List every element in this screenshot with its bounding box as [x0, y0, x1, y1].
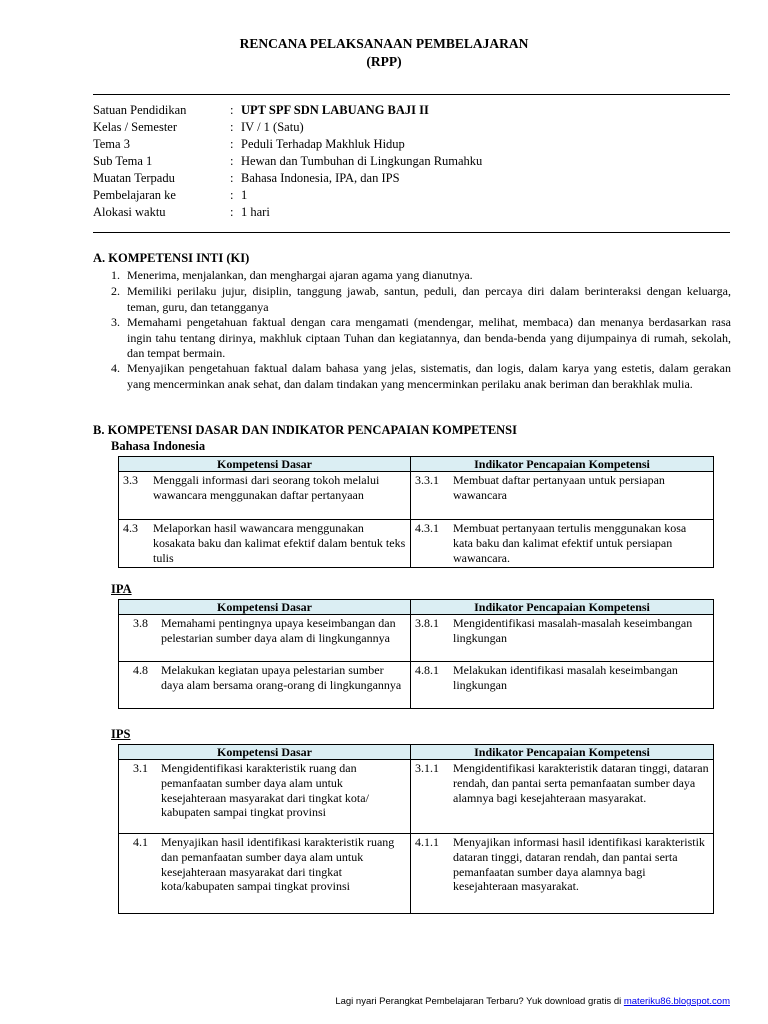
ipk-text: Menyajikan informasi hasil identifikasi karakteristik dataran tinggi, dataran rendah, dan pantai serta pemanfaatan sumber daya alamnya bagi kesejahteraan masyarakat.: [453, 835, 705, 894]
ki-text: Menerima, menjalankan, dan menghargai ajaran agama yang dianutnya.: [127, 268, 473, 282]
kd-table-bahasa-indonesia: [118, 456, 714, 568]
identity-colon: :: [230, 205, 234, 219]
identity-row: [93, 119, 733, 135]
ipk-text: Mengidentifikasi karakteristik dataran tinggi, dataran rendah, dan pantai serta pemanfaatan sumber daya alamnya bagi kesejahteraan masyarakat.: [453, 761, 709, 805]
column-header-kd: Kompetensi Dasar: [119, 600, 411, 615]
kd-number: 4.8: [133, 663, 148, 677]
identity-value: Peduli Terhadap Makhluk Hidup: [241, 137, 405, 151]
ipk-number: 4.3.1: [415, 521, 439, 535]
kd-number: 3.1: [133, 761, 148, 775]
ki-text: Menyajikan pengetahuan faktual dalam bahasa yang jelas, sistematis, dan logis, dalam karya yang estetis, dalam gerakan yang mencerminkan anak sehat, dan dalam tindakan yang mencerminkan perilaku anak beriman dan berakhlak mulia.: [127, 361, 731, 391]
subject-heading-ips: IPS: [111, 727, 131, 741]
identity-colon: :: [230, 171, 234, 185]
ipk-cell: [411, 834, 714, 914]
footer: [0, 996, 730, 1007]
ipk-cell: [411, 472, 714, 520]
kd-cell: [119, 520, 411, 568]
kd-text: Menggali informasi dari seorang tokoh melalui wawancara menggunakan daftar pertanyaan: [153, 473, 380, 502]
ipk-cell: [411, 615, 714, 662]
ipk-text: Membuat pertanyaan tertulis menggunakan kosa kata baku dan kalimat efektif untuk persiapan wawancara.: [453, 521, 687, 565]
section-b-heading: B. KOMPETENSI DASAR DAN INDIKATOR PENCAPAIAN KOMPETENSI: [93, 423, 517, 437]
ki-item: [111, 284, 731, 315]
identity-value: UPT SPF SDN LABUANG BAJI II: [241, 103, 429, 117]
identity-colon: :: [230, 154, 234, 168]
kd-table-ipa: [118, 599, 714, 709]
ipk-number: 4.8.1: [415, 663, 439, 677]
section-a-heading: A. KOMPETENSI INTI (KI): [93, 251, 250, 265]
ki-text: Memahami pengetahuan faktual dengan cara mengamati (mendengar, melihat, membaca) dan menanya berdasarkan rasa ingin tahu tentang dirinya, makhluk ciptaan Tuhan dan kegiatannya, dan benda-benda yang dijumpainya di rumah, sekolah, dan tempat bermain.: [127, 315, 731, 360]
ipk-text: Membuat daftar pertanyaan untuk persiapan wawancara: [453, 473, 665, 502]
identity-row: [93, 102, 733, 118]
table-row: [119, 760, 714, 834]
ki-item: [111, 361, 731, 392]
identity-value: IV / 1 (Satu): [241, 120, 304, 134]
identity-value: Hewan dan Tumbuhan di Lingkungan Rumahku: [241, 154, 483, 168]
footer-text: Lagi nyari Perangkat Pembelajaran Terbaru? Yuk download gratis di: [335, 996, 624, 1007]
kd-number: 4.1: [133, 835, 148, 849]
kd-number: 4.3: [123, 521, 138, 535]
identity-value: 1 hari: [241, 205, 270, 219]
kd-cell: [119, 615, 411, 662]
ipk-cell: [411, 662, 714, 709]
identity-label: Muatan Terpadu: [93, 171, 175, 185]
kd-number: 3.3: [123, 473, 138, 487]
identity-value: Bahasa Indonesia, IPA, dan IPS: [241, 171, 400, 185]
ki-number: 2.: [111, 284, 120, 298]
table-row: [119, 662, 714, 709]
ipk-cell: [411, 520, 714, 568]
middle-divider: [93, 232, 730, 233]
identity-colon: :: [230, 103, 234, 117]
ki-number: 1.: [111, 268, 120, 282]
column-header-ipk: Indikator Pencapaian Kompetensi: [411, 457, 714, 472]
identity-label: Kelas / Semester: [93, 120, 178, 134]
ki-number: 3.: [111, 315, 120, 329]
identity-label: Pembelajaran ke: [93, 188, 176, 202]
ipk-number: 3.1.1: [415, 761, 439, 775]
ipk-number: 4.1.1: [415, 835, 439, 849]
kd-cell: [119, 834, 411, 914]
column-header-ipk: Indikator Pencapaian Kompetensi: [411, 600, 714, 615]
identity-value: 1: [241, 188, 248, 202]
kd-text: Memahami pentingnya upaya keseimbangan dan pelestarian sumber daya alam di lingkungannya: [161, 616, 396, 645]
top-divider: [93, 94, 730, 95]
ki-item: [111, 315, 731, 362]
identity-colon: :: [230, 120, 234, 134]
column-header-ipk: Indikator Pencapaian Kompetensi: [411, 745, 714, 760]
kd-cell: [119, 760, 411, 834]
ipk-cell: [411, 760, 714, 834]
table-row: [119, 615, 714, 662]
kd-table-ips: [118, 744, 714, 914]
kd-text: Menyajikan hasil identifikasi karakteristik ruang dan pemanfaatan sumber daya alam untuk kesejahteraan masyarakat dari tingkat kota/kabupaten sampai tingkat provinsi: [161, 835, 395, 894]
kd-cell: [119, 662, 411, 709]
identity-colon: :: [230, 188, 234, 202]
identity-row: [93, 136, 733, 152]
kd-text: Mengidentifikasi karakteristik ruang dan pemanfaatan sumber daya alam untuk kesejahteraan masyarakat dari tingkat kota/ kabupaten sampai tingkat provinsi: [161, 761, 369, 820]
subject-heading-ipa: IPA: [111, 582, 132, 596]
ipk-number: 3.8.1: [415, 616, 439, 630]
document-title: RENCANA PELAKSANAAN PEMBELAJARAN: [239, 36, 529, 51]
ipk-number: 3.3.1: [415, 473, 439, 487]
ipk-text: Mengidentifikasi masalah-masalah keseimbangan lingkungan: [453, 616, 693, 645]
identity-row: [93, 204, 733, 220]
identity-colon: :: [230, 137, 234, 151]
document-subtitle: (RPP): [366, 54, 402, 69]
identity-label: Alokasi waktu: [93, 205, 166, 219]
ki-number: 4.: [111, 361, 120, 375]
identity-row: [93, 187, 733, 203]
identity-row: [93, 170, 733, 186]
identity-label: Sub Tema 1: [93, 154, 153, 168]
column-header-kd: Kompetensi Dasar: [119, 745, 411, 760]
ipk-text: Melakukan identifikasi masalah keseimbangan lingkungan: [453, 663, 678, 692]
identity-row: [93, 153, 733, 169]
kd-text: Melaporkan hasil wawancara menggunakan kosakata baku dan kalimat efektif dalam bentuk teks tulis: [153, 521, 406, 565]
identity-label: Satuan Pendidikan: [93, 103, 187, 117]
kd-number: 3.8: [133, 616, 148, 630]
table-row: [119, 834, 714, 914]
column-header-kd: Kompetensi Dasar: [119, 457, 411, 472]
identity-label: Tema 3: [93, 137, 130, 151]
footer-link[interactable]: materiku86.blogspot.com: [623, 996, 730, 1007]
ki-text: Memiliki perilaku jujur, disiplin, tanggung jawab, santun, peduli, dan percaya diri dalam berinteraksi dengan keluarga, teman, guru, dan tetangganya: [127, 284, 731, 314]
kd-text: Melakukan kegiatan upaya pelestarian sumber daya alam bersama orang-orang di lingkungannya: [161, 663, 402, 692]
subject-heading-bahasa-indonesia: Bahasa Indonesia: [111, 439, 206, 453]
ki-item: [111, 268, 731, 284]
table-row: [119, 520, 714, 568]
kd-cell: [119, 472, 411, 520]
table-row: [119, 472, 714, 520]
